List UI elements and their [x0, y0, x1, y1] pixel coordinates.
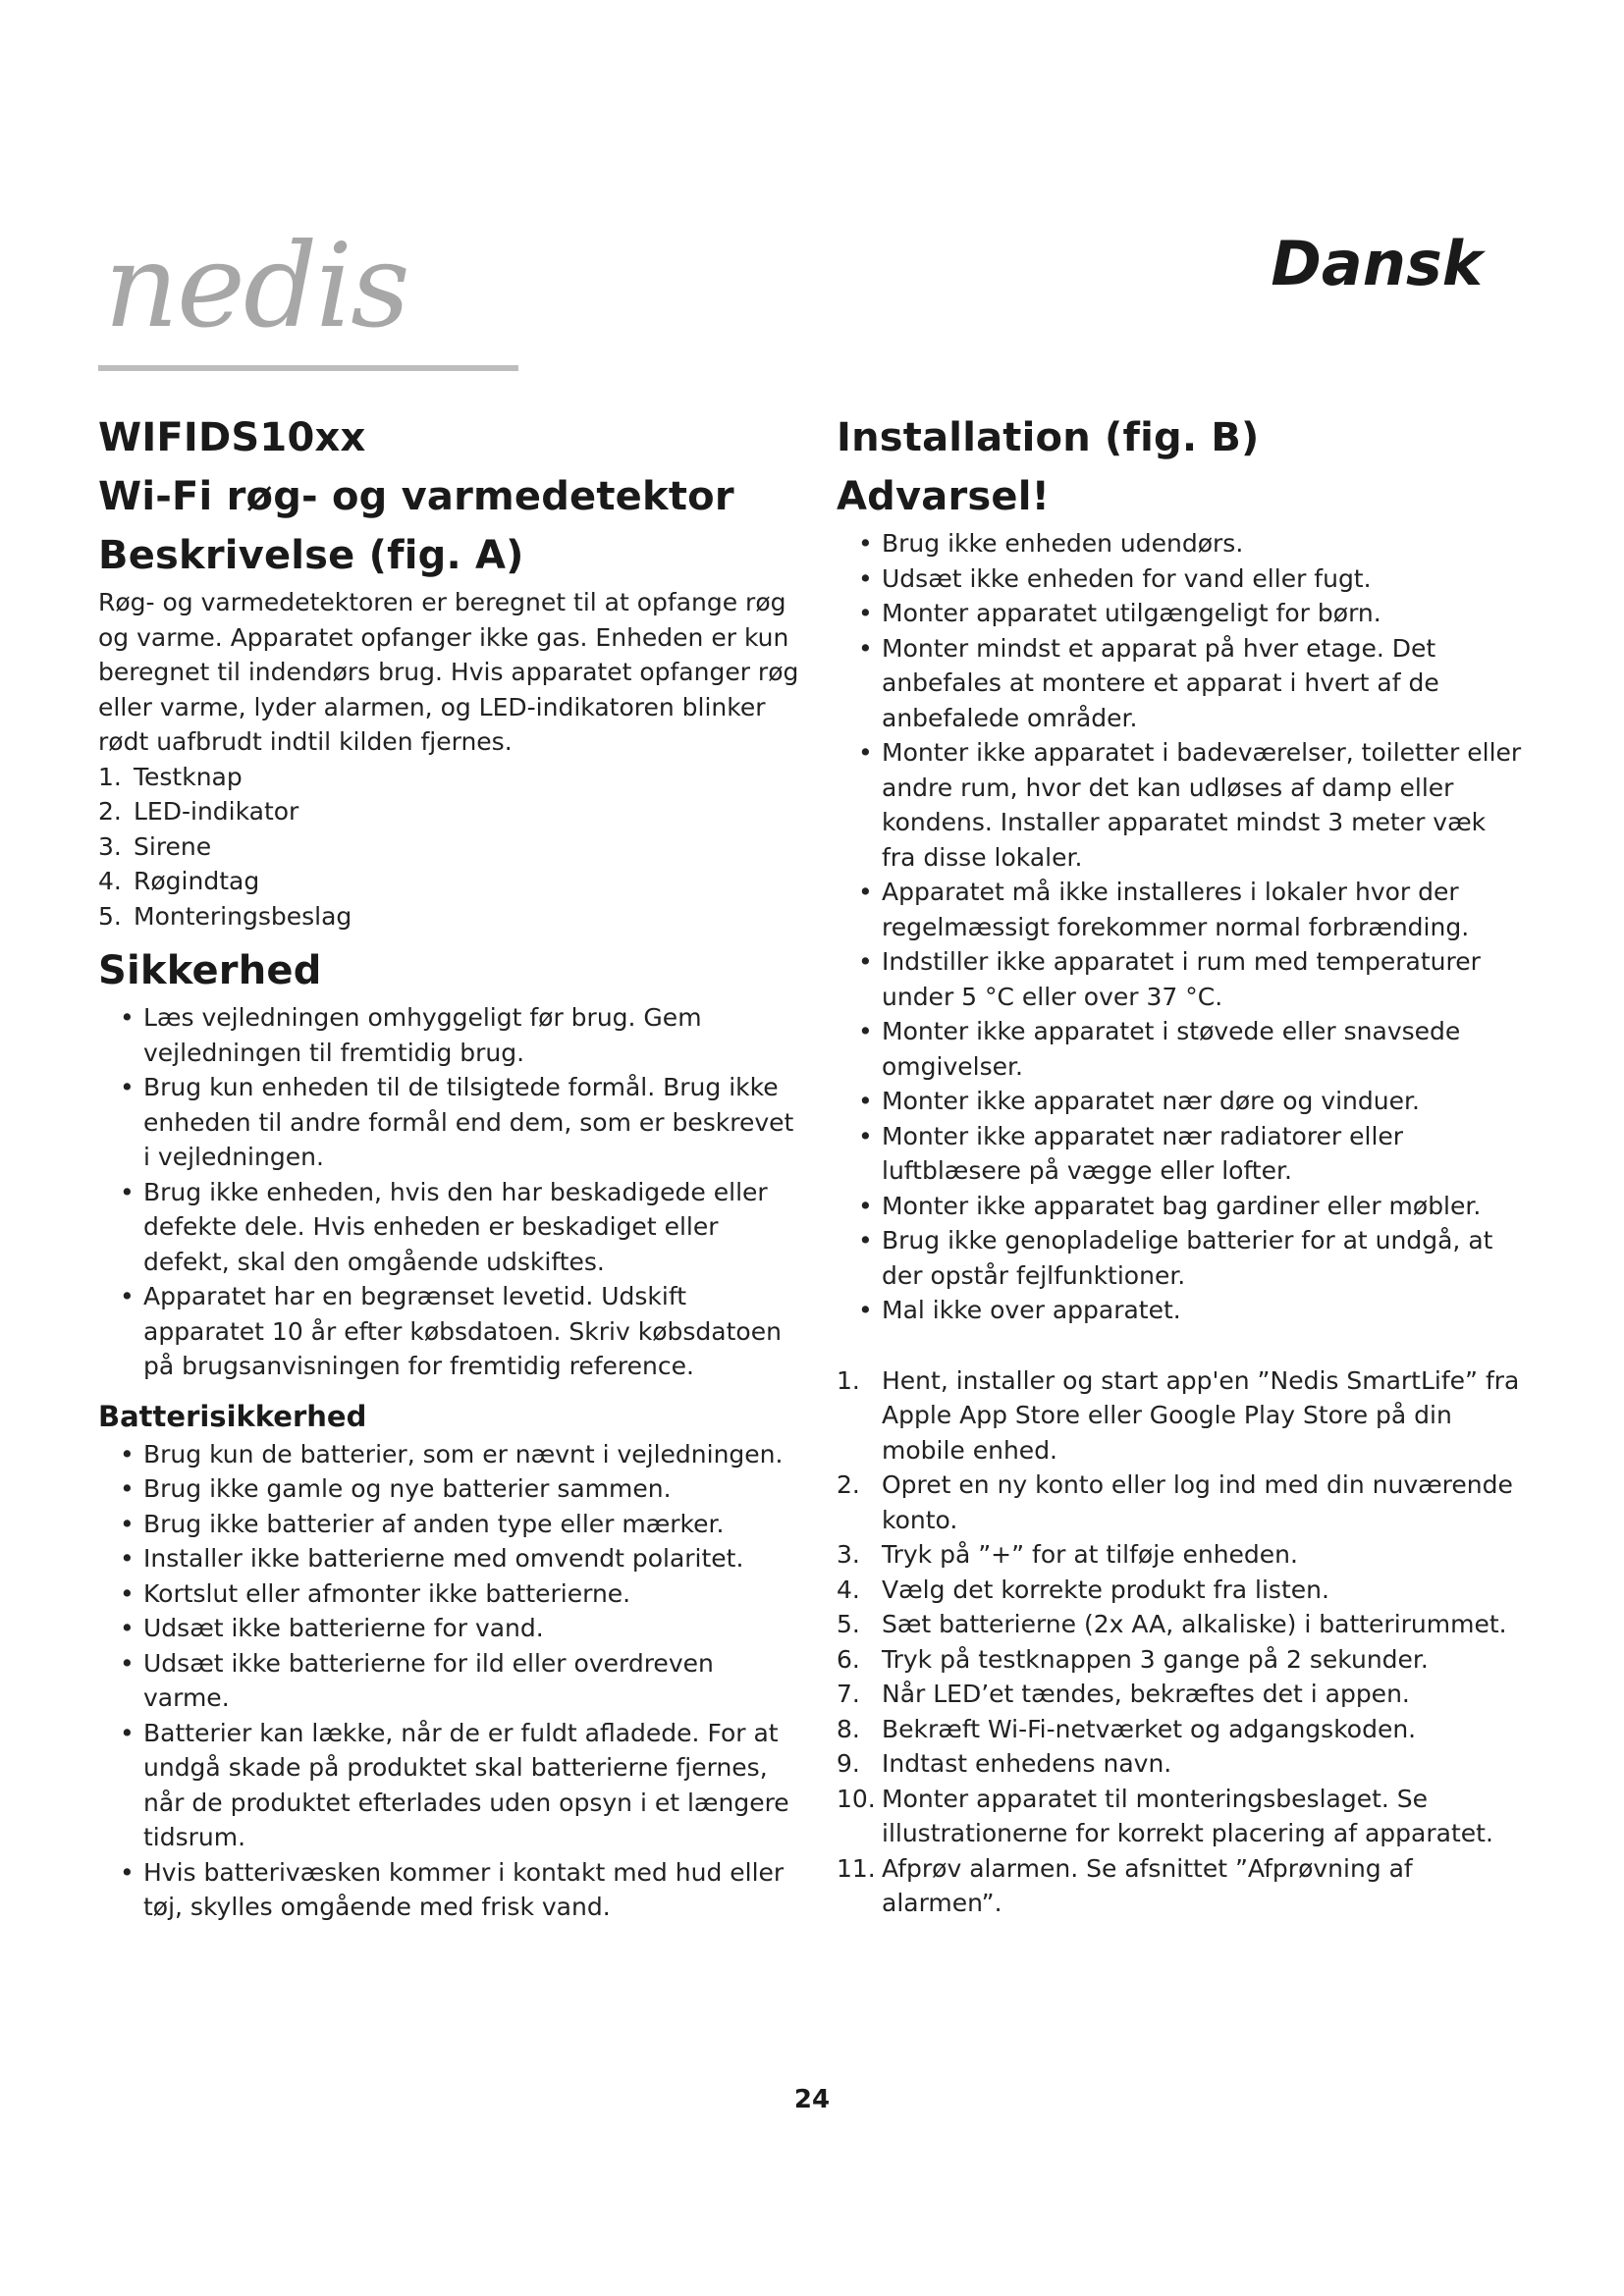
- safety-item-text: Apparatet har en begrænset levetid. Udskift apparatet 10 år efter købsdatoen. Skriv købsdatoen på brugsanvisningen for fremtidig reference.: [143, 1282, 782, 1380]
- bullet-icon: •: [120, 1509, 135, 1538]
- nedis-logo: [96, 218, 520, 375]
- warning-item: [837, 875, 1524, 944]
- step-item-text: Sæt batterierne (2x AA, alkaliske) i batterirummet.: [882, 1610, 1507, 1638]
- warning-item: [837, 1084, 1524, 1119]
- safety-item-text: Brug kun enheden til de tilsigtede formål. Brug ikke enheden til andre formål end dem, som er beskrevet i vejledningen.: [143, 1073, 794, 1171]
- bullet-icon: •: [120, 1857, 135, 1887]
- step-item-text: Bekræft Wi-Fi-netværket og adgangskoden.: [882, 1714, 1417, 1743]
- warning-item: [837, 944, 1524, 1014]
- battery-item-text: Installer ikke batterierne med omvendt polaritet.: [143, 1544, 744, 1573]
- description-heading: Beskrivelse (fig. A): [98, 533, 524, 578]
- step-item-text: Hent, installer og start app'en ”Nedis SmartLife” fra Apple App Store eller Google Play Store på din mobile enhed.: [882, 1365, 1520, 1465]
- spacer: [837, 1328, 1524, 1363]
- bullet-icon: •: [858, 1191, 873, 1220]
- warning-item-text: Mal ikke over apparatet.: [882, 1296, 1181, 1324]
- installation-heading: Installation (fig. B): [837, 415, 1260, 460]
- installation-steps-list: [837, 1363, 1524, 1921]
- warning-heading: Advarsel!: [837, 474, 1051, 519]
- step-item-number: 9.: [837, 1749, 860, 1778]
- step-item-text: Tryk på testknappen 3 gange på 2 sekunder.: [882, 1644, 1429, 1674]
- warning-item: [837, 1223, 1524, 1293]
- battery-item: [98, 1541, 805, 1576]
- page-number: 24: [793, 2085, 831, 2114]
- safety-item: [98, 1000, 805, 1070]
- step-item: [837, 1782, 1524, 1851]
- logo-underline: [98, 365, 518, 371]
- battery-item-text: Brug ikke batterier af anden type eller mærker.: [143, 1509, 725, 1538]
- step-item-text: Vælg det korrekte produkt fra listen.: [882, 1575, 1329, 1604]
- warning-item-text: Indstiller ikke apparatet i rum med temperaturer under 5 °C eller over 37 °C.: [882, 947, 1481, 1011]
- step-item-text: Indtast enhedens navn.: [882, 1749, 1172, 1778]
- step-item-number: 2.: [837, 1470, 860, 1499]
- warning-item-text: Monter ikke apparatet nær radiatorer eller luftblæsere på vægge eller lofter.: [882, 1121, 1404, 1185]
- safety-item: [98, 1279, 805, 1384]
- bullet-icon: •: [858, 947, 873, 976]
- right-column: [837, 408, 1524, 1921]
- battery-item: [98, 1716, 805, 1855]
- warning-item: [837, 561, 1524, 597]
- warning-item-text: Monter ikke apparatet i støvede eller snavsede omgivelser.: [882, 1017, 1461, 1081]
- part-item: [98, 829, 805, 865]
- left-column: [98, 408, 805, 1925]
- part-item-number: 2.: [98, 797, 122, 826]
- safety-item-text: Læs vejledningen omhyggeligt før brug. Gem vejledningen til fremtidig brug.: [143, 1003, 702, 1067]
- bullet-icon: •: [120, 1578, 135, 1608]
- warning-item: [837, 631, 1524, 736]
- warning-item-text: Monter ikke apparatet i badeværelser, toiletter eller andre rum, hvor det kan udløses af damp eller kondens. Installer apparatet mindst 3 meter væk fra disse lokaler.: [882, 738, 1522, 872]
- part-item-text: Monteringsbeslag: [134, 901, 352, 931]
- warning-item-text: Monter ikke apparatet nær døre og vinduer.: [882, 1087, 1420, 1115]
- part-item-number: 4.: [98, 867, 122, 895]
- bullet-icon: •: [858, 878, 873, 906]
- step-item: [837, 1851, 1524, 1921]
- bullet-icon: •: [858, 599, 873, 627]
- battery-item: [98, 1576, 805, 1612]
- battery-heading: Batterisikkerhed: [98, 1399, 367, 1433]
- bullet-icon: •: [120, 1282, 135, 1310]
- step-item-number: 6.: [837, 1644, 860, 1674]
- warning-item-text: Monter ikke apparatet bag gardiner eller møbler.: [882, 1191, 1482, 1220]
- battery-item-text: Brug ikke gamle og nye batterier sammen.: [143, 1474, 672, 1503]
- bullet-icon: •: [120, 1073, 135, 1101]
- part-item-text: Sirene: [134, 831, 212, 861]
- bullet-icon: •: [120, 1718, 135, 1747]
- warning-item-text: Monter apparatet utilgængeligt for børn.: [882, 599, 1381, 627]
- step-item: [837, 1642, 1524, 1678]
- product-title: Wi-Fi røg- og varmedetektor: [98, 474, 734, 519]
- step-item-number: 11.: [837, 1853, 876, 1883]
- safety-item: [98, 1175, 805, 1280]
- warning-list: [837, 526, 1524, 1328]
- warning-item-text: Apparatet må ikke installeres i lokaler hvor der regelmæssigt forekommer normal forbrænding.: [882, 878, 1470, 941]
- step-item-text: Tryk på ”+” for at tilføje enheden.: [882, 1540, 1298, 1569]
- warning-item: [837, 735, 1524, 875]
- battery-item-text: Udsæt ikke batterierne for ild eller overdreven varme.: [143, 1648, 714, 1712]
- warning-item: [837, 1189, 1524, 1224]
- model-heading: WIFIDS10xx: [98, 415, 366, 460]
- step-item: [837, 1712, 1524, 1747]
- language-label: Dansk: [1271, 228, 1483, 299]
- battery-item: [98, 1471, 805, 1507]
- warning-item-text: Brug ikke enheden udendørs.: [882, 529, 1244, 558]
- part-item: [98, 864, 805, 899]
- warning-item: [837, 1293, 1524, 1328]
- part-item: [98, 899, 805, 934]
- step-item-number: 8.: [837, 1714, 860, 1743]
- step-item-number: 7.: [837, 1680, 860, 1708]
- warning-item: [837, 596, 1524, 631]
- bullet-icon: •: [858, 738, 873, 767]
- battery-item-text: Hvis batterivæsken kommer i kontakt med hud eller tøj, skylles omgående med frisk vand.: [143, 1857, 785, 1921]
- safety-heading: Sikkerhed: [98, 948, 322, 993]
- step-item-number: 1.: [837, 1365, 860, 1395]
- step-item: [837, 1537, 1524, 1573]
- warning-item: [837, 1014, 1524, 1084]
- step-item: [837, 1363, 1524, 1468]
- step-item: [837, 1573, 1524, 1608]
- part-item: [98, 760, 805, 795]
- battery-item: [98, 1855, 805, 1925]
- battery-item-text: Brug kun de batterier, som er nævnt i vejledningen.: [143, 1439, 784, 1468]
- safety-item-text: Brug ikke enheden, hvis den har beskadigede eller defekte dele. Hvis enheden er beskadiget eller defekt, skal den omgående udskiftes.: [143, 1177, 768, 1276]
- part-item-number: 1.: [98, 762, 122, 791]
- bullet-icon: •: [858, 1226, 873, 1255]
- part-item-text: LED-indikator: [134, 797, 299, 826]
- battery-item-text: Batterier kan lække, når de er fuldt afladede. For at undgå skade på produktet skal batterierne fjernes, når de produktet efterlades uden opsyn i et længere tidsrum.: [143, 1718, 789, 1851]
- bullet-icon: •: [858, 633, 873, 663]
- logo-wordmark: nedis: [104, 218, 408, 353]
- bullet-icon: •: [858, 1296, 873, 1324]
- bullet-icon: •: [858, 1017, 873, 1045]
- safety-list: [98, 1000, 805, 1384]
- bullet-icon: •: [120, 1614, 135, 1642]
- step-item: [837, 1677, 1524, 1712]
- step-item-number: 5.: [837, 1610, 860, 1638]
- part-item-number: 5.: [98, 901, 122, 931]
- bullet-icon: •: [858, 563, 873, 593]
- part-item: [98, 794, 805, 829]
- battery-item-text: Udsæt ikke batterierne for vand.: [143, 1614, 544, 1642]
- battery-item-text: Kortslut eller afmonter ikke batterierne.: [143, 1578, 631, 1608]
- bullet-icon: •: [120, 1439, 135, 1468]
- battery-list: [98, 1437, 805, 1925]
- bullet-icon: •: [120, 1003, 135, 1032]
- step-item-number: 4.: [837, 1575, 860, 1604]
- bullet-icon: •: [858, 1087, 873, 1115]
- step-item-text: Opret en ny konto eller log ind med din nuværende konto.: [882, 1470, 1513, 1534]
- parts-list: [98, 760, 805, 934]
- bullet-icon: •: [858, 529, 873, 558]
- step-item-text: Når LED’et tændes, bekræftes det i appen.: [882, 1680, 1410, 1708]
- bullet-icon: •: [858, 1121, 873, 1150]
- step-item: [837, 1468, 1524, 1537]
- step-item: [837, 1607, 1524, 1642]
- bullet-icon: •: [120, 1474, 135, 1503]
- bullet-icon: •: [120, 1544, 135, 1573]
- step-item-text: Monter apparatet til monteringsbeslaget. Se illustrationerne for korrekt placering af apparatet.: [882, 1784, 1493, 1847]
- warning-item: [837, 1119, 1524, 1189]
- warning-item-text: Udsæt ikke enheden for vand eller fugt.: [882, 563, 1372, 593]
- battery-item: [98, 1611, 805, 1646]
- warning-item-text: Monter mindst et apparat på hver etage. Det anbefales at montere et apparat i hvert af de anbefalede områder.: [882, 633, 1439, 732]
- step-item: [837, 1746, 1524, 1782]
- battery-item: [98, 1437, 805, 1472]
- part-item-number: 3.: [98, 831, 122, 861]
- bullet-icon: •: [120, 1648, 135, 1678]
- bullet-icon: •: [120, 1177, 135, 1206]
- part-item-text: Testknap: [134, 762, 243, 791]
- step-item-number: 10.: [837, 1784, 876, 1813]
- battery-item: [98, 1507, 805, 1542]
- step-item-number: 3.: [837, 1540, 860, 1569]
- step-item-text: Afprøv alarmen. Se afsnittet ”Afprøvning af alarmen”.: [882, 1853, 1413, 1917]
- warning-item-text: Brug ikke genopladelige batterier for at undgå, at der opstår fejlfunktioner.: [882, 1226, 1493, 1290]
- description-text: Røg- og varmedetektoren er beregnet til at opfange røg og varme. Apparatet opfanger ikke gas. Enheden er kun beregnet til indendørs brug. Hvis apparatet opfanger røg eller varme, lyder alarmen, og LED-indikatoren blinker rødt uafbrudt indtil kilden fjernes.: [98, 588, 799, 756]
- warning-item: [837, 526, 1524, 561]
- part-item-text: Røgindtag: [134, 867, 260, 895]
- battery-item: [98, 1646, 805, 1716]
- safety-item: [98, 1070, 805, 1175]
